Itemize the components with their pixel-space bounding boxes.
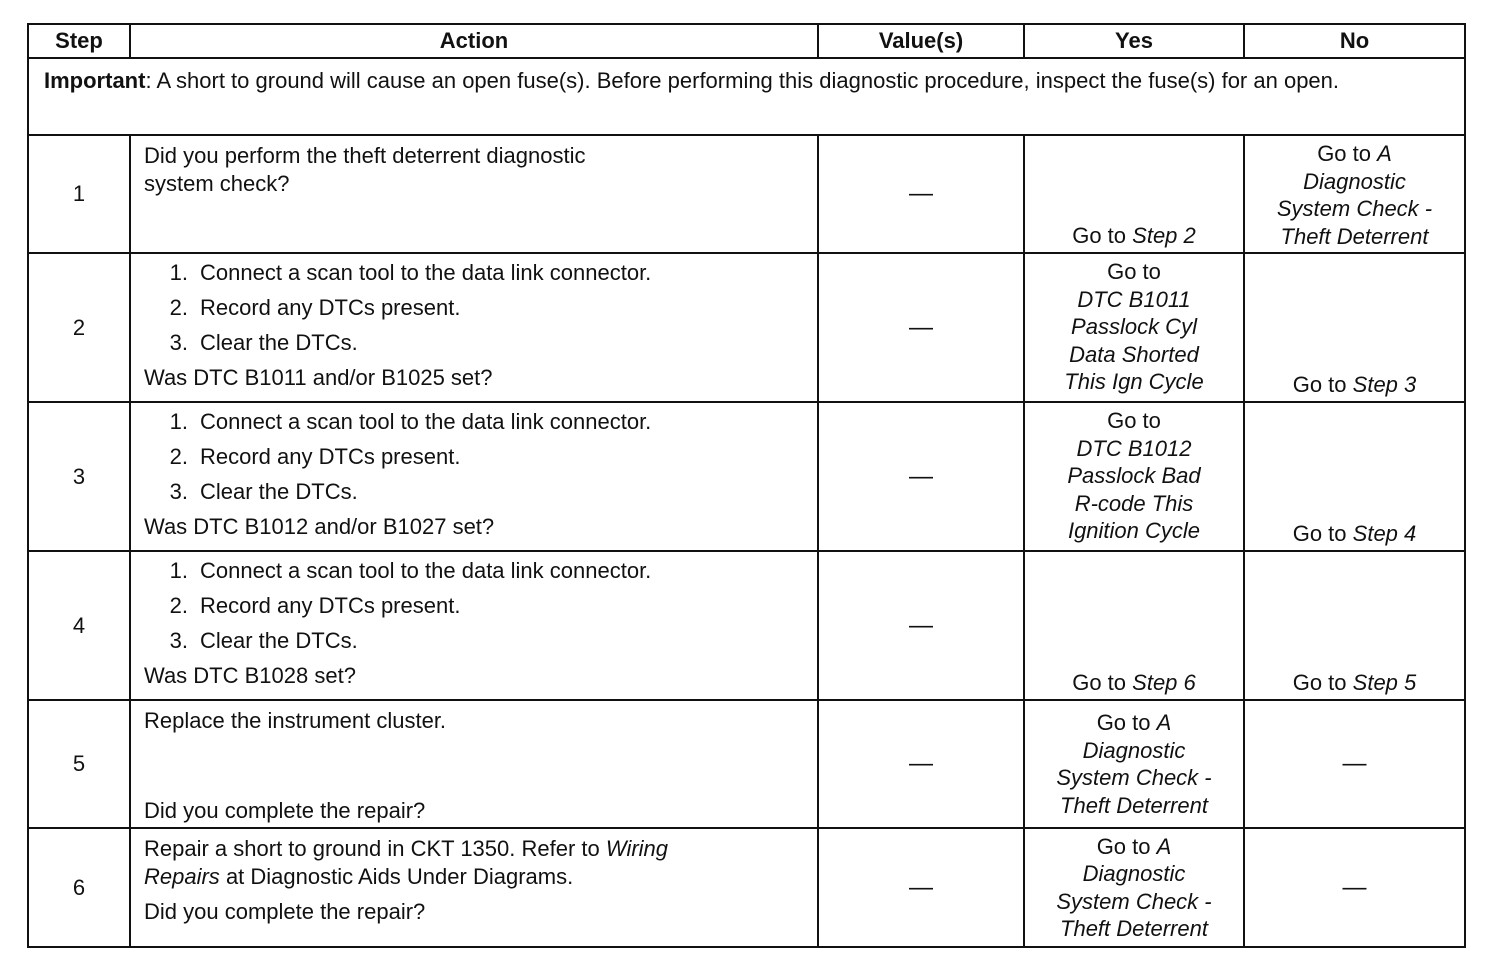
table-row [28, 402, 1465, 551]
no-target: Step 3 [1352, 371, 1417, 397]
table-row [28, 253, 1465, 402]
step-number: 1 [28, 135, 130, 253]
step-number: 2 [28, 253, 130, 402]
value-cell: — [818, 402, 1024, 551]
yes-target: Diagnostic [1082, 861, 1186, 886]
step-number: 6 [28, 828, 130, 947]
important-note [28, 58, 1465, 135]
no-target: Step 4 [1352, 520, 1417, 546]
step-number: 4 [28, 551, 130, 700]
yes-target: Diagnostic [1082, 737, 1186, 763]
yes-target: This Ign Cycle [1064, 369, 1204, 394]
no-target: Diagnostic [1303, 168, 1406, 194]
yes-cell: Go to A Diagnostic System Check - Theft Deterrent [1024, 828, 1244, 947]
yes-cell [1024, 402, 1244, 551]
action-item: Connect a scan tool to the data link connector. [200, 260, 652, 285]
header-step: Step [28, 24, 130, 58]
action-question: Did you complete the repair? [144, 797, 426, 823]
yes-target: DTC B1011 [1077, 286, 1191, 312]
diagnostic-table [27, 23, 1466, 948]
step-number: 5 [28, 700, 130, 828]
yes-target: Passlock Bad [1067, 463, 1201, 488]
no-cell: — [1244, 700, 1465, 828]
note-label: Important [44, 68, 146, 93]
action-item: Clear the DTCs. [200, 628, 358, 653]
action-text: system check? [144, 170, 290, 196]
yes-go-to: Go to [1096, 710, 1151, 735]
action-item: Record any DTCs present. [200, 593, 461, 618]
yes-target: Data Shorted [1069, 341, 1199, 367]
action-item: Clear the DTCs. [200, 330, 358, 355]
yes-target: Theft Deterrent [1060, 792, 1208, 818]
action-question: Did you complete the repair? [144, 899, 426, 924]
yes-target: DTC B1012 [1076, 435, 1192, 461]
action-item: Connect a scan tool to the data link connector. [200, 558, 652, 583]
yes-target: Theft Deterrent [1060, 916, 1208, 941]
action-cell [130, 828, 818, 947]
action-cell [130, 700, 818, 828]
no-cell [1244, 551, 1465, 700]
action-text: Replace the instrument cluster. [144, 708, 447, 733]
no-go-to: Go to [1317, 141, 1371, 166]
action-cell: 1. Connect a scan tool to the data link connector. 2. Record any DTCs present. 3. Clear the DTCs. Was DTC B1028 set? [130, 551, 818, 700]
yes-target: R-code This [1074, 490, 1194, 516]
yes-target: System Check - [1056, 888, 1212, 914]
action-text: Did you perform the theft deterrent diagnostic [144, 143, 586, 168]
action-question: Was DTC B1012 and/or B1027 set? [144, 514, 495, 539]
header-row [28, 24, 1465, 58]
value-cell: — [818, 253, 1024, 402]
action-item: Clear the DTCs. [200, 479, 358, 504]
action-text: Repair a short to ground in CKT 1350. Refer to Wiring Repairs at Diagnostic Aids Under Diagrams. [144, 836, 669, 889]
yes-go-to: Go to [1072, 669, 1127, 695]
no-cell: — [1244, 828, 1465, 947]
no-go-to: Go to [1292, 371, 1347, 397]
action-item: Connect a scan tool to the data link connector. [200, 409, 652, 434]
no-go-to: Go to [1292, 669, 1347, 695]
yes-go-to: Go to [1107, 259, 1161, 284]
value-cell: — [818, 135, 1024, 253]
table-row [28, 700, 1465, 828]
yes-cell [1024, 135, 1244, 253]
no-cell [1244, 402, 1465, 551]
important-note-row [28, 58, 1465, 135]
yes-go-to: Go to [1072, 222, 1127, 248]
yes-target: Passlock Cyl [1071, 314, 1197, 339]
action-item: Record any DTCs present. [200, 295, 461, 320]
action-cell: 1. Connect a scan tool to the data link connector. 2. Record any DTCs present. 3. Clear the DTCs. Was DTC B1011 and/or B1025 set? [130, 253, 818, 402]
yes-go-to: Go to [1096, 833, 1151, 859]
table-row [28, 135, 1465, 253]
no-target: System Check - [1276, 196, 1433, 221]
yes-target: Ignition Cycle [1067, 518, 1201, 543]
yes-cell [1024, 551, 1244, 700]
action-cell: 1. Connect a scan tool to the data link connector. 2. Record any DTCs present. 3. Clear the DTCs. Was DTC B1012 and/or B1027 set? [130, 402, 818, 551]
header-action: Action [130, 24, 818, 58]
header-no: No [1244, 24, 1465, 58]
action-cell [130, 135, 818, 253]
no-target: Theft Deterrent [1280, 223, 1429, 249]
action-question: Was DTC B1028 set? [144, 663, 356, 688]
action-question: Was DTC B1011 and/or B1025 set? [144, 365, 493, 390]
header-values: Value(s) [818, 24, 1024, 58]
table-row [28, 551, 1465, 700]
header-yes: Yes [1024, 24, 1244, 58]
value-cell: — [818, 551, 1024, 700]
step-number: 3 [28, 402, 130, 551]
yes-target: Step 6 [1132, 669, 1196, 695]
no-go-to: Go to [1292, 520, 1347, 546]
yes-go-to: Go to [1107, 408, 1161, 433]
no-cell [1244, 253, 1465, 402]
no-target: Step 5 [1352, 669, 1417, 695]
action-item: Record any DTCs present. [200, 444, 461, 469]
yes-target: System Check - [1056, 765, 1212, 790]
yes-cell [1024, 253, 1244, 402]
value-cell: — [818, 700, 1024, 828]
no-cell: Go to A Diagnostic System Check - Theft Deterrent [1244, 135, 1465, 253]
yes-cell: Go to A Diagnostic System Check - Theft Deterrent [1024, 700, 1244, 828]
yes-target: Step 2 [1132, 222, 1196, 248]
note-text: : A short to ground will cause an open fuse(s). Before performing this diagnostic procedure, inspect the fuse(s) for an open. [145, 68, 1340, 93]
table-row [28, 828, 1465, 947]
value-cell: — [818, 828, 1024, 947]
